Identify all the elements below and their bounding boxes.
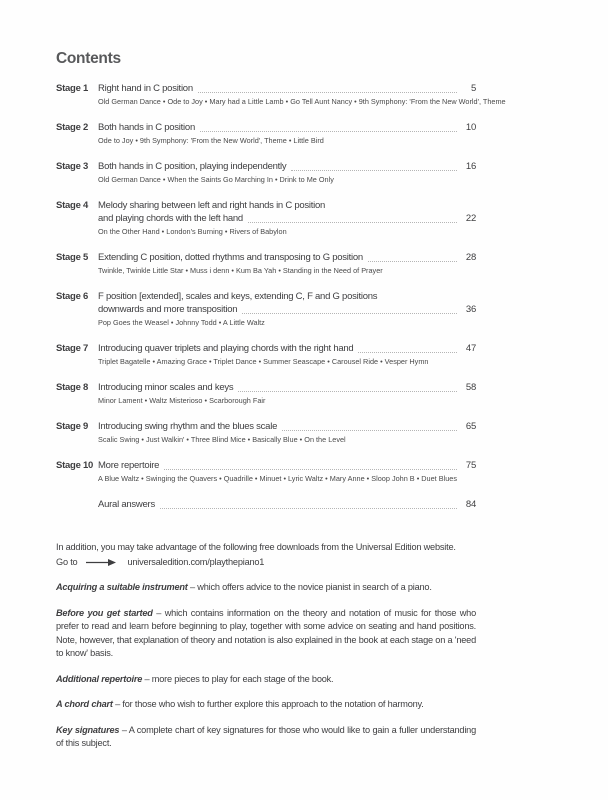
stage-title: Introducing swing rhythm and the blues scale bbox=[98, 421, 278, 432]
stage-label: Stage 1 bbox=[56, 83, 89, 94]
page-number: 47 bbox=[465, 343, 476, 354]
goto-label: Go to bbox=[56, 556, 78, 567]
dot-leader bbox=[282, 430, 457, 431]
paragraph-text: – for those who wish to further explore this approach to the notation of harmony. bbox=[115, 699, 424, 709]
paragraph-lead: Additional repertoire bbox=[56, 673, 143, 684]
toc-row-stage-3 bbox=[56, 160, 476, 185]
page-number: 65 bbox=[465, 421, 476, 432]
paragraph-before-you-start bbox=[56, 607, 476, 661]
pieces-list: Old German Dance • Ode to Joy • Mary had a Little Lamb • Go Tell Aunt Nancy • 9th Symphony: 'From the New World', Theme bbox=[98, 97, 506, 106]
pieces-list: Scalic Swing • Just Walkin' • Three Blind Mice • Basically Blue • On the Level bbox=[98, 435, 346, 444]
stage-title-line-2: downwards and more transposition bbox=[98, 304, 238, 315]
pieces-list: Twinkle, Twinkle Little Star • Muss i denn • Kum Ba Yah • Standing in the Need of Prayer bbox=[98, 266, 383, 275]
toc-row-aural-answers bbox=[56, 498, 476, 511]
page-number: 36 bbox=[465, 304, 476, 315]
pieces-list: Triplet Bagatelle • Amazing Grace • Triplet Dance • Summer Seascape • Carousel Ride • Vesper Hymn bbox=[98, 357, 429, 366]
stage-label: Stage 9 bbox=[56, 421, 89, 432]
page-number: 58 bbox=[465, 382, 476, 393]
pieces-list: On the Other Hand • London's Burning • Rivers of Babylon bbox=[98, 227, 287, 236]
dot-leader bbox=[291, 170, 457, 171]
dot-leader bbox=[164, 469, 457, 470]
pieces-list: Old German Dance • When the Saints Go Marching In • Drink to Me Only bbox=[98, 175, 334, 184]
page-number: 75 bbox=[465, 460, 476, 471]
paragraph-text: – more pieces to play for each stage of the book. bbox=[144, 673, 334, 684]
stage-title: Both hands in C position bbox=[98, 122, 195, 133]
stage-title: Both hands in C position, playing independently bbox=[98, 161, 287, 172]
downloads-intro bbox=[56, 541, 476, 569]
stage-title-line-1: Melody sharing between left and right hands in C position bbox=[98, 200, 326, 211]
page-title: Contents bbox=[56, 50, 121, 67]
dot-leader bbox=[242, 313, 457, 314]
stage-title-line-2: and playing chords with the left hand bbox=[98, 213, 243, 224]
dot-leader bbox=[198, 92, 457, 93]
paragraph-lead: Before you get started bbox=[56, 607, 153, 618]
stage-title: Extending C position, dotted rhythms and transposing to G position bbox=[98, 252, 363, 263]
pieces-list: Ode to Joy • 9th Symphony: 'From the New World', Theme • Little Bird bbox=[98, 136, 324, 145]
pieces-list: Minor Lament • Waltz Misterioso • Scarborough Fair bbox=[98, 396, 266, 405]
dot-leader bbox=[358, 352, 457, 353]
stage-title: Introducing quaver triplets and playing chords with the right hand bbox=[98, 343, 354, 354]
stage-label: Stage 2 bbox=[56, 122, 89, 133]
goto-line bbox=[56, 556, 476, 570]
paragraph-text: – A complete chart of key signatures for those who would like to gain a fuller understanding of this subject. bbox=[56, 724, 476, 748]
toc-row-stage-5 bbox=[56, 251, 476, 276]
toc-row-stage-6 bbox=[56, 290, 476, 328]
stage-label: Stage 3 bbox=[56, 161, 89, 172]
dot-leader bbox=[238, 391, 457, 392]
dot-leader bbox=[248, 222, 457, 223]
page-number: 5 bbox=[470, 83, 476, 94]
stage-label: Stage 6 bbox=[56, 291, 89, 302]
page-number: 84 bbox=[465, 499, 476, 510]
stage-label: Stage 8 bbox=[56, 382, 89, 393]
intro-text: In addition, you may take advantage of the following free downloads from the Universal Edition website. bbox=[56, 542, 456, 552]
right-arrow-icon bbox=[86, 558, 116, 567]
toc-row-stage-7 bbox=[56, 342, 476, 367]
dot-leader bbox=[160, 508, 457, 509]
page-number: 16 bbox=[465, 161, 476, 172]
paragraph-key-signatures bbox=[56, 724, 476, 751]
pieces-list: Pop Goes the Weasel • Johnny Todd • A Little Waltz bbox=[98, 318, 265, 327]
pieces-list: A Blue Waltz • Swinging the Quavers • Quadrille • Minuet • Lyric Waltz • Mary Anne • Sloop John B • Duet Blues bbox=[98, 474, 457, 483]
paragraph-text: – which contains information on the theory and notation of music for those who prefer to read and learn before beginning to play, together with some advice on seating and hand positions. Note, however, that explanation of theory and notation is also explained in the book at each stage on a 'need to know' basis. bbox=[56, 607, 476, 658]
page-number: 10 bbox=[465, 122, 476, 133]
toc-row-stage-4 bbox=[56, 199, 476, 237]
paragraph-acquiring-instrument bbox=[56, 581, 476, 595]
dot-leader bbox=[368, 261, 457, 262]
toc-row-stage-1 bbox=[56, 82, 506, 107]
toc-row-stage-2 bbox=[56, 121, 476, 146]
download-url: universaledition.com/playthepiano1 bbox=[127, 556, 265, 567]
stage-label: Stage 10 bbox=[56, 460, 94, 471]
stage-title-line-1: F position [extended], scales and keys, extending C, F and G positions bbox=[98, 291, 378, 302]
stage-title: Right hand in C position bbox=[98, 83, 193, 94]
paragraph-additional-repertoire bbox=[56, 673, 476, 687]
toc-row-stage-10 bbox=[56, 459, 476, 484]
paragraph-chord-chart bbox=[56, 698, 476, 712]
page-number: 28 bbox=[465, 252, 476, 263]
stage-title: Introducing minor scales and keys bbox=[98, 382, 234, 393]
dot-leader bbox=[200, 131, 457, 132]
table-of-contents bbox=[56, 82, 506, 511]
stage-label: Stage 4 bbox=[56, 200, 89, 211]
paragraph-text: – which offers advice to the novice pianist in search of a piano. bbox=[190, 582, 432, 592]
stage-title: More repertoire bbox=[98, 460, 160, 471]
stage-label-empty bbox=[56, 498, 98, 511]
stage-label: Stage 5 bbox=[56, 252, 89, 263]
paragraph-lead: Acquiring a suitable instrument bbox=[56, 582, 188, 592]
paragraph-lead: A chord chart bbox=[56, 699, 113, 709]
stage-label: Stage 7 bbox=[56, 343, 89, 354]
text-block bbox=[56, 50, 506, 751]
page-number: 22 bbox=[465, 213, 476, 224]
aural-answers-title: Aural answers bbox=[98, 499, 155, 510]
toc-row-stage-8 bbox=[56, 381, 476, 406]
paragraph-lead: Key signatures bbox=[56, 724, 120, 735]
downloads-section bbox=[56, 541, 476, 751]
toc-row-stage-9 bbox=[56, 420, 476, 445]
